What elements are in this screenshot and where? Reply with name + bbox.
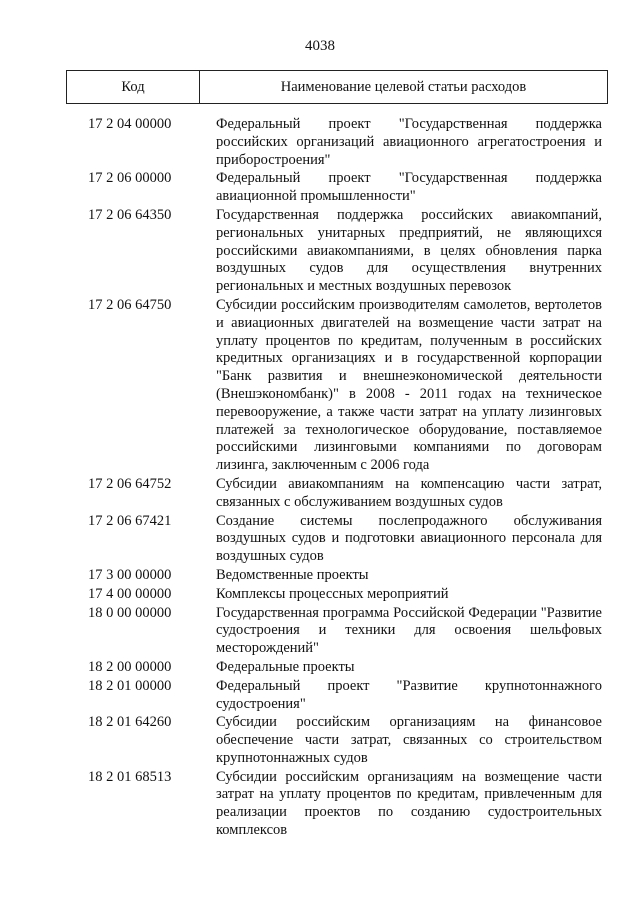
row-name: Федеральные проекты <box>216 658 355 675</box>
table-row <box>66 567 608 585</box>
table-row <box>66 605 608 658</box>
row-code: 17 2 06 64752 <box>88 475 172 492</box>
row-name: Федеральный проект "Развитие крупнотоннажного судостроения" <box>216 677 602 712</box>
row-name: Государственная программа Российской Федерации "Развитие судостроения и техники для освоения шельфовых месторождений" <box>216 604 602 657</box>
row-code: 17 2 06 64350 <box>88 206 172 223</box>
header-name-label: Наименование целевой статьи расходов <box>280 78 527 95</box>
table-row <box>66 659 608 677</box>
row-code: 18 2 01 68513 <box>88 768 172 785</box>
table-body <box>66 116 608 841</box>
table-row <box>66 714 608 767</box>
row-name: Субсидии авиакомпаниям на компенсацию части затрат, связанных с обслуживанием воздушных судов <box>216 475 602 510</box>
table-row <box>66 513 608 566</box>
row-code: 17 4 00 00000 <box>88 585 172 602</box>
row-name: Субсидии российским производителям самолетов, вертолетов и авиационных двигателей на возмещение части затрат на уплату процентов по кредитам, полученным в российских кредитных организациях и в государственной корпорации "Банк развития и внешнеэкономической деятельности (Внешэкономбанк)" в 2008 - 2011 годах на техническое перевооружение, а также части затрат на уплату лизинговых платежей за технологическое оборудование, поставляемое российскими лизинговыми компаниями по договорам лизинга, заключенным с 2006 года <box>216 296 602 474</box>
row-code: 17 2 04 00000 <box>88 116 172 132</box>
row-name: Создание системы послепродажного обслуживания воздушных судов и подготовки авиационного персонала для воздушных судов <box>216 512 602 565</box>
row-name: Ведомственные проекты <box>216 566 369 583</box>
table-row <box>66 769 608 840</box>
row-name: Субсидии российским организациям на финансовое обеспечение части затрат, связанных со строительством крупнотоннажных судов <box>216 714 602 766</box>
row-code: 18 2 00 00000 <box>88 658 172 675</box>
row-code: 18 0 00 00000 <box>88 604 172 621</box>
table-row <box>66 476 608 512</box>
table-row <box>66 116 608 169</box>
row-name: Комплексы процессных мероприятий <box>216 585 449 602</box>
table-row <box>66 297 608 475</box>
row-name: Субсидии российским организациям на возмещение части затрат на уплату процентов по кредитам, привлеченным для реализации проектов по созданию судостроительных комплексов <box>216 768 602 839</box>
row-code: 18 2 01 00000 <box>88 677 172 694</box>
row-name: Государственная поддержка российских авиакомпаний, региональных унитарных предприятий, не являющихся российскими авиакомпаниями, в целях обновления парка воздушных судов для осуществления внутренних региональных и местных воздушных перевозок <box>216 206 602 295</box>
row-code: 17 2 06 67421 <box>88 512 172 529</box>
table-row <box>66 678 608 714</box>
row-name: Федеральный проект "Государственная поддержка российских организаций авиационного агрегатостроения и приборостроения" <box>216 116 602 168</box>
page-number: 4038 <box>305 38 335 54</box>
table-row <box>66 207 608 296</box>
row-code: 17 2 06 00000 <box>88 170 172 187</box>
row-code: 17 3 00 00000 <box>88 566 172 583</box>
table-row <box>66 586 608 604</box>
header-code-label: Код <box>67 71 200 103</box>
row-name: Федеральный проект "Государственная поддержка авиационной промышленности" <box>216 170 602 205</box>
row-code: 18 2 01 64260 <box>88 714 172 731</box>
row-code: 17 2 06 64750 <box>88 296 172 313</box>
table-row <box>66 170 608 206</box>
table-header <box>66 70 608 104</box>
